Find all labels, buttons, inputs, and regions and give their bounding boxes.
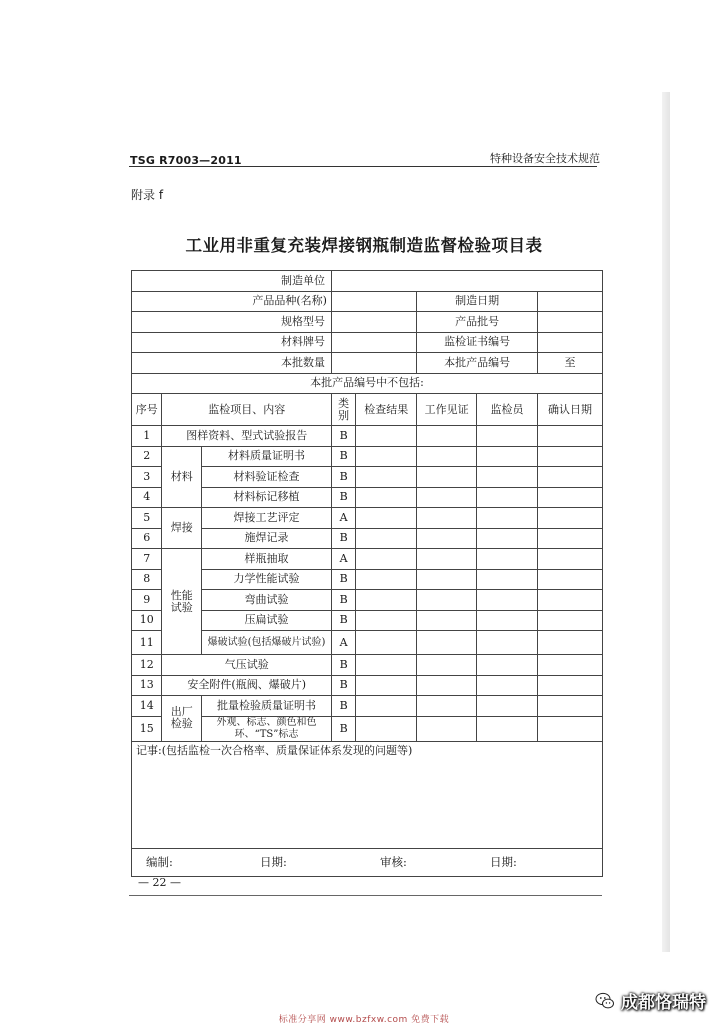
batch-qty-value [331,353,416,374]
cell-confirm-date [537,675,602,696]
info-row [132,332,603,353]
table-row [132,426,603,447]
cell-result [356,487,417,508]
cell-witness [417,569,477,590]
row-no: 9 [132,590,162,611]
col-inspector: 监检员 [477,394,538,426]
row-category: A [331,508,355,529]
column-header-row [132,394,603,426]
cell-result [356,446,417,467]
row-content: 样瓶抽取 [202,549,332,570]
row-category: A [331,631,355,655]
cell-witness [417,675,477,696]
product-name-label: 产品品种(名称) [132,291,332,312]
row-no: 6 [132,528,162,549]
cell-witness [417,467,477,488]
wechat-icon [595,991,615,1011]
row-content: 材料质量证明书 [202,446,332,467]
product-name-value [331,291,416,312]
row-category: B [331,675,355,696]
cell-result [356,426,417,447]
cell-result [356,590,417,611]
row-no: 10 [132,610,162,631]
col-witness: 工作见证 [417,394,477,426]
cell-confirm-date [537,487,602,508]
row-no: 14 [132,696,162,717]
cell-witness [417,590,477,611]
row-no: 12 [132,655,162,676]
spec-label: 规格型号 [132,312,332,333]
watermark-text: 标准分享网 www.bzfxw.com 免费下载 [278,1015,450,1025]
cell-confirm-date [537,528,602,549]
table-row [132,528,603,549]
group-exit-check: 出厂检验 [162,696,202,742]
cell-result [356,467,417,488]
cell-inspector [477,631,538,655]
row-content: 压扁试验 [202,610,332,631]
row-content: 图样资料、型式试验报告 [162,426,332,447]
row-content: 安全附件(瓶阀、爆破片) [162,675,332,696]
exclude-label: 本批产品编号中不包括: [132,373,603,394]
material-grade-value [331,332,416,353]
table-row [132,610,603,631]
row-category: B [331,487,355,508]
cell-confirm-date [537,467,602,488]
group-welding: 焊接 [162,508,202,549]
inspection-form-table [131,270,603,877]
date-label-1: 日期: [260,854,287,869]
table-row [132,446,603,467]
cell-witness [417,446,477,467]
col-category: 类别 [331,394,355,426]
row-no: 1 [132,426,162,447]
info-row [132,271,603,292]
batch-no-label: 产品批号 [417,312,538,333]
batch-no-value [537,312,602,333]
cell-inspector [477,446,538,467]
batch-qty-label: 本批数量 [132,353,332,374]
cell-confirm-date [537,426,602,447]
cell-witness [417,487,477,508]
serial-range-sep: 至 [564,355,576,369]
row-category: B [331,528,355,549]
row-no: 11 [132,631,162,655]
cell-witness [417,528,477,549]
cell-witness [417,508,477,529]
date-label-2: 日期: [490,854,517,869]
row-content: 气压试验 [162,655,332,676]
table-row [132,696,603,717]
cell-confirm-date [537,696,602,717]
row-content: 力学性能试验 [202,569,332,590]
row-no: 2 [132,446,162,467]
table-row [132,467,603,488]
appendix-label: 附录 f [131,188,164,202]
spec-value [331,312,416,333]
signoff-cell [132,848,603,876]
cell-confirm-date [537,655,602,676]
serial-range-label: 本批产品编号 [417,353,538,374]
row-category: B [331,569,355,590]
cell-result [356,569,417,590]
row-no: 5 [132,508,162,529]
table-row [132,675,603,696]
cell-confirm-date [537,508,602,529]
page-edge-shadow [662,92,670,952]
row-category: B [331,446,355,467]
col-item: 监检项目、内容 [162,394,332,426]
prepared-by-label: 编制: [146,854,173,869]
cell-inspector [477,426,538,447]
row-category: B [331,655,355,676]
cell-inspector [477,528,538,549]
table-row [132,487,603,508]
cell-witness [417,426,477,447]
cell-result [356,508,417,529]
row-content: 外观、标志、颜色和色环、“TS”标志 [202,716,332,741]
exclude-row [132,373,603,394]
material-grade-label: 材料牌号 [132,332,332,353]
group-material: 材料 [162,446,202,508]
reviewed-by-label: 审核: [380,854,407,869]
table-row [132,631,603,655]
cell-witness [417,549,477,570]
cell-inspector [477,549,538,570]
row-content: 焊接工艺评定 [202,508,332,529]
cell-confirm-date [537,569,602,590]
cert-no-value [537,332,602,353]
cell-result [356,610,417,631]
row-no: 4 [132,487,162,508]
manufacture-date-label: 制造日期 [417,291,538,312]
cell-result [356,696,417,717]
notes-row [132,741,603,848]
cell-confirm-date [537,610,602,631]
info-row [132,312,603,333]
cell-result [356,675,417,696]
cell-inspector [477,569,538,590]
cell-inspector [477,610,538,631]
serial-range-value [537,353,602,374]
row-category: A [331,549,355,570]
cell-confirm-date [537,631,602,655]
manufacturer-value [331,271,602,292]
row-category: B [331,590,355,611]
cell-witness [417,716,477,741]
cell-inspector [477,467,538,488]
cell-witness [417,631,477,655]
notes-label: 记事:(包括监检一次合格率、质量保证体系发现的问题等) [132,741,603,848]
header-rule [129,166,597,167]
manufacture-date-value [537,291,602,312]
cell-inspector [477,508,538,529]
cell-result [356,655,417,676]
row-content: 施焊记录 [202,528,332,549]
info-row [132,291,603,312]
col-result: 检查结果 [356,394,417,426]
document-title: 工业用非重复充装焊接钢瓶制造监督检验项目表 [185,236,543,255]
table-row [132,716,603,741]
col-confirm-date: 确认日期 [537,394,602,426]
cell-inspector [477,675,538,696]
cell-inspector [477,716,538,741]
row-content: 材料验证检查 [202,467,332,488]
cell-inspector [477,487,538,508]
cell-witness [417,655,477,676]
row-content: 材料标记移植 [202,487,332,508]
row-category: B [331,426,355,447]
cell-inspector [477,590,538,611]
cell-result [356,549,417,570]
cell-inspector [477,696,538,717]
table-row [132,590,603,611]
manufacturer-label: 制造单位 [132,271,332,292]
col-seq: 序号 [132,394,162,426]
cell-confirm-date [537,716,602,741]
row-no: 7 [132,549,162,570]
row-category: B [331,716,355,741]
cell-result [356,631,417,655]
row-no: 3 [132,467,162,488]
info-row [132,353,603,374]
row-content: 弯曲试验 [202,590,332,611]
row-no: 15 [132,716,162,741]
row-no: 13 [132,675,162,696]
cell-witness [417,696,477,717]
page-number: — 22 — [138,876,181,889]
brand-name: 成都恪瑞特 [621,993,706,1013]
row-content: 爆破试验(包括爆破片试验) [202,631,332,655]
group-performance: 性能试验 [162,549,202,655]
brand-badge [595,988,706,1013]
table-row [132,508,603,529]
cell-confirm-date [537,590,602,611]
cell-result [356,716,417,741]
cert-no-label: 监检证书编号 [417,332,538,353]
standard-code: TSG R7003—2011 [130,154,242,167]
cell-inspector [477,655,538,676]
row-content: 批量检验质量证明书 [202,696,332,717]
cell-confirm-date [537,446,602,467]
signoff-row [132,848,603,876]
table-row [132,569,603,590]
series-title: 特种设备安全技术规范 [490,152,600,165]
footer-rule [129,895,602,896]
row-category: B [331,467,355,488]
cell-witness [417,610,477,631]
cell-result [356,528,417,549]
row-no: 8 [132,569,162,590]
table-row [132,655,603,676]
table-row [132,549,603,570]
row-category: B [331,696,355,717]
row-category: B [331,610,355,631]
cell-confirm-date [537,549,602,570]
